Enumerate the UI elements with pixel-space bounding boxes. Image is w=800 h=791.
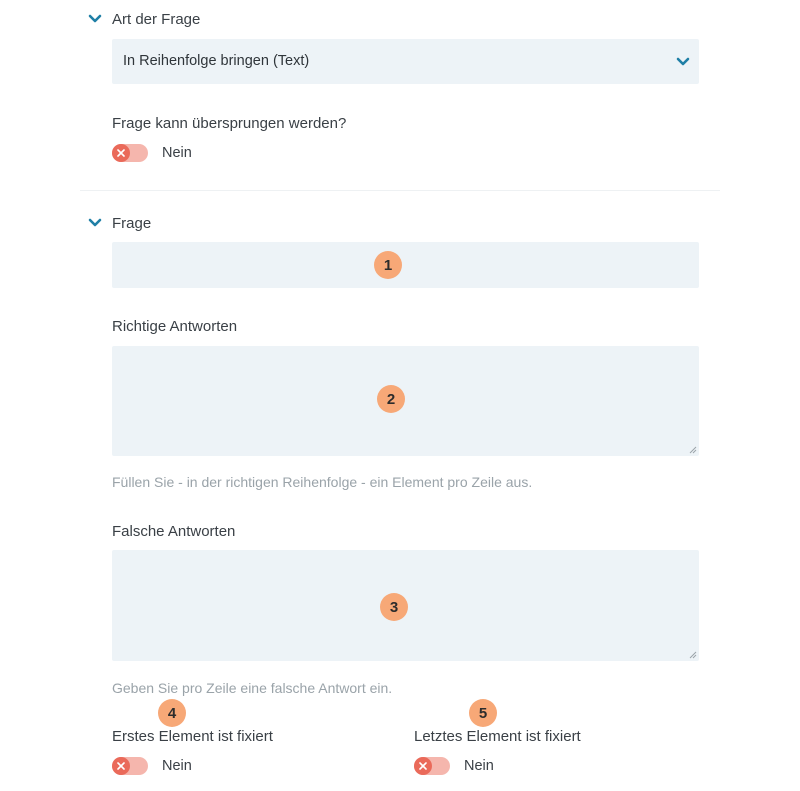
- first-fixed-toggle[interactable]: [112, 757, 148, 775]
- annotation-badge-5: 5: [469, 699, 497, 727]
- annotation-badge-3: 3: [380, 593, 408, 621]
- skippable-toggle[interactable]: [112, 144, 148, 162]
- question-type-select-value: In Reihenfolge bringen (Text): [123, 53, 310, 69]
- close-icon: [419, 762, 427, 770]
- section-divider: [80, 190, 720, 191]
- toggle-off-knob: [414, 757, 432, 775]
- section-title-question-type: Art der Frage: [112, 11, 201, 28]
- correct-answers-hint: Füllen Sie - in der richtigen Reihenfolge - ein Element pro Zeile aus.: [112, 474, 533, 490]
- skippable-label: Frage kann übersprungen werden?: [112, 115, 347, 132]
- resize-handle-icon[interactable]: [689, 446, 697, 454]
- last-fixed-toggle[interactable]: [414, 757, 450, 775]
- last-fixed-state: Nein: [464, 758, 494, 774]
- first-fixed-label: Erstes Element ist fixiert: [112, 728, 273, 745]
- annotation-badge-1: 1: [374, 251, 402, 279]
- annotation-badge-2: 2: [377, 385, 405, 413]
- toggle-off-knob: [112, 757, 130, 775]
- annotation-badge-4: 4: [158, 699, 186, 727]
- wrong-answers-hint: Geben Sie pro Zeile eine falsche Antwort ein.: [112, 680, 393, 696]
- collapse-chevron-icon[interactable]: [88, 14, 102, 24]
- close-icon: [117, 762, 125, 770]
- correct-answers-label: Richtige Antworten: [112, 318, 238, 335]
- correct-answers-textarea[interactable]: [112, 346, 699, 456]
- last-fixed-label: Letztes Element ist fixiert: [414, 728, 581, 745]
- resize-handle-icon[interactable]: [689, 651, 697, 659]
- close-icon: [117, 149, 125, 157]
- chevron-down-icon: [676, 57, 690, 67]
- wrong-answers-label: Falsche Antworten: [112, 523, 236, 540]
- collapse-chevron-icon[interactable]: [88, 218, 102, 228]
- skippable-state: Nein: [162, 145, 192, 161]
- section-title-question: Frage: [112, 215, 152, 232]
- toggle-off-knob: [112, 144, 130, 162]
- question-input[interactable]: [112, 242, 699, 288]
- first-fixed-state: Nein: [162, 758, 192, 774]
- question-type-select[interactable]: [112, 39, 699, 84]
